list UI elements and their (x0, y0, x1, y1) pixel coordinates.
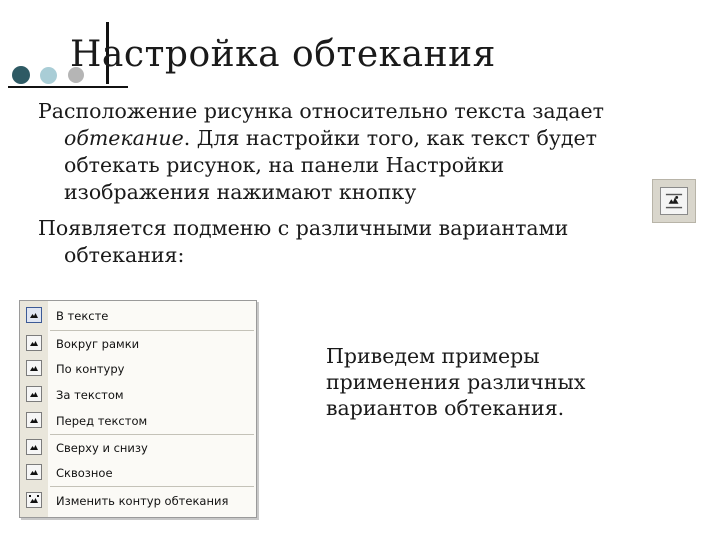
paragraph-text-after: . Для настройки того, как текст будет обтекать рисунок, на панели Настройки изображения нажимают кнопку (64, 126, 598, 204)
menu-item-behind[interactable] (20, 383, 256, 407)
menu-item-label: Изменить контур обтекания (56, 494, 229, 508)
text-wrapping-button[interactable] (652, 179, 696, 223)
edit-wrap-points-icon (26, 492, 42, 508)
menu-item-label: Сквозное (56, 466, 113, 480)
wrap-menu (19, 300, 257, 518)
menu-item-label: За текстом (56, 388, 124, 402)
bullet-dark (12, 66, 30, 84)
menu-item-edit-wrap-points[interactable] (20, 489, 256, 513)
menu-item-label: По контуру (56, 362, 125, 376)
menu-item-tight[interactable] (20, 357, 256, 381)
wrap-tight-icon (26, 360, 42, 376)
menu-item-top-bottom[interactable] (20, 436, 256, 460)
bullet-light (40, 67, 57, 84)
menu-item-square[interactable] (20, 332, 256, 356)
menu-item-label: Вокруг рамки (56, 337, 140, 351)
wrap-square-icon (26, 335, 42, 351)
paragraph-wrapping-intro (38, 98, 653, 206)
term-wrapping: обтекание (64, 126, 184, 150)
paragraph-text-before: Расположение рисунка относительно текста задает (38, 99, 604, 123)
menu-separator (50, 486, 254, 487)
paragraph-submenu: Появляется подменю с различными вариантами обтекания: (38, 216, 569, 267)
menu-item-label: В тексте (56, 309, 109, 323)
menu-item-inline[interactable] (20, 304, 256, 328)
wrap-top-bottom-icon (26, 439, 42, 455)
examples-note: Приведем примеры применения различных вариантов обтекания. (326, 344, 586, 420)
wrap-through-icon (26, 464, 42, 480)
menu-item-label: Перед текстом (56, 414, 148, 428)
menu-separator (50, 434, 254, 435)
title-horizontal-rule (8, 86, 128, 88)
menu-item-label: Сверху и снизу (56, 441, 148, 455)
menu-item-front[interactable] (20, 409, 256, 433)
menu-separator (50, 330, 254, 331)
wrap-inline-icon (26, 307, 42, 323)
wrap-behind-icon (26, 386, 42, 402)
slide-title: Настройка обтекания (70, 34, 496, 75)
text-wrapping-icon (660, 187, 688, 215)
wrap-front-icon (26, 412, 42, 428)
menu-item-through[interactable] (20, 461, 256, 485)
